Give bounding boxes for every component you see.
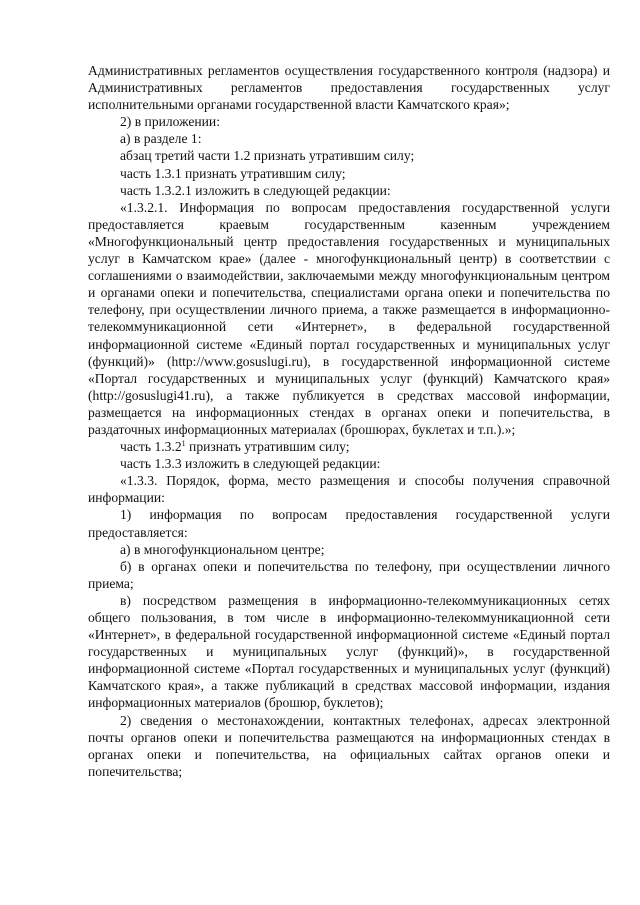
paragraph-part-1-3-2-1-text: «1.3.2.1. Информация по вопросам предоставления государственной услуги предоставляется краевым государственным казенным учреждением «Многофункциональный центр предоставления государственных и муниципальных услуг в Камчатском крае» (далее - многофункциональный центр) в соответствии с соглашениями о взаимодействии, заключаемыми между многофункциональным центром и органами опеки и попечительства, специалистами органа опеки и попечительства по телефону, при осуществлении личного приема, а также размещается в информационно-телекоммуникационной сети «Интернет», в федеральной государственной информационной системе «Единый портал государственных и муниципальных услуг (функций)» (http://www.gosuslugi.ru), в государственной информационной системе «Портал государственных и муниципальных услуг (функций) Камчатского края» (http://gosuslugi41.ru), а также публикуется в средствах массовой информации, размещается на информационных стендах в органах опеки и попечительства, в раздаточных информационных материалах (брошюрах, буклетах и т.п.).»; xyxy=(88,199,610,437)
paragraph-part-1-3-2-1-heading: часть 1.3.2.1 изложить в следующей редакции: xyxy=(120,182,391,198)
paragraph-item-a: а) в многофункциональном центре; xyxy=(120,541,325,557)
paragraph-item-2: 2) сведения о местонахождении, контактных телефонах, адресах электронной почты органов опеки и попечительства размещаются на информационных стендах в органах опеки и попечительства, на официальных сайтах органов опеки и попечительства; xyxy=(88,712,610,779)
part-status-text: признать утратившим силу; xyxy=(185,439,350,455)
paragraph-item-b: б) в органах опеки и попечительства по телефону, при осуществлении личного приема; xyxy=(88,558,610,591)
paragraph-part-1-3-3-text: «1.3.3. Порядок, форма, место размещения и способы получения справочной информации: xyxy=(88,473,610,506)
paragraph-item-1: 1) информация по вопросам предоставления государственной услуги предоставляется: xyxy=(88,507,610,540)
paragraph-part-1-3-3-heading: часть 1.3.3 изложить в следующей редакции: xyxy=(120,456,381,472)
paragraph-item-v: в) посредством размещения в информационно-телекоммуникационных сетях общего пользования, в том числе в информационно-телекоммуникационной сети «Интернет», в федеральной государственной информационной системе «Единый портал государственных и муниципальных услуг (функций)», в государственной информационной системе «Портал государственных и муниципальных услуг (функций) Камчатского края», а также публикаций в средствах массовой информации, издания информационных материалов (брошюр, буклетов); xyxy=(88,592,610,711)
part-number-text: часть 1.3.2 xyxy=(120,439,182,455)
paragraph-regulations-continuation: Административных регламентов осуществления государственного контроля (надзора) и Административных регламентов предоставления государственных услуг исполнительными органами государственной власти Камчатского края»; xyxy=(88,63,610,113)
paragraph-part-1-2: абзац третий части 1.2 признать утратившим силу; xyxy=(120,148,415,164)
paragraph-part-1-3-1: часть 1.3.1 признать утратившим силу; xyxy=(120,165,346,181)
superscript-mark: 1 xyxy=(181,439,186,449)
document-body xyxy=(88,62,610,780)
paragraph-section-1: а) в разделе 1: xyxy=(120,131,202,147)
paragraph-part-1-3-2-sup xyxy=(88,438,610,455)
paragraph-appendix-intro: 2) в приложении: xyxy=(120,114,220,130)
